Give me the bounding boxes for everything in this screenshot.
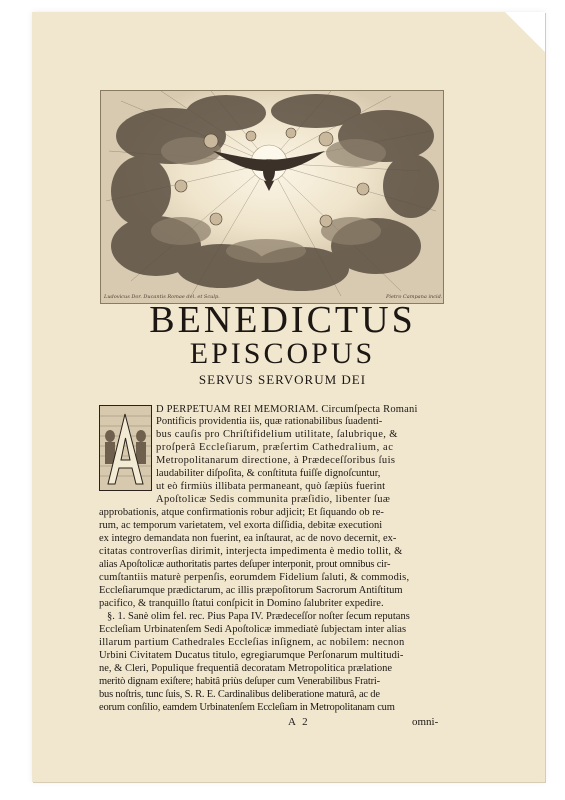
body-line: bus noſtris, tunc ſuis, S. R. E. Cardinalibus deliberatione maturâ, ac de [99, 689, 380, 700]
engraver-signature-left: Ludovicus Dor. Ducantis Romae del. et Sculp. [104, 294, 220, 300]
body-line: Metropolitanarum directione, à Prædeceſſoribus ſuis [156, 455, 396, 466]
signature-mark: A 2 [288, 716, 310, 728]
body-line: meritò dignam exiſtere; habitâ priùs deſuper cum Venerabilibus Fratri- [99, 676, 380, 687]
body-line: ut eò firmiùs illibata permaneant, quò ſæpiùs fuerint [156, 481, 386, 492]
body-line: laudabiliter diſpoſita, & conſtituta fuiſſe dignoſcuntur, [156, 468, 381, 479]
body-line: Pontificis providentia iis, quæ rationabilibus ſuadenti- [156, 416, 383, 427]
body-line: Urbini Civitatem Ducatus titulo, egregiarumque Perſonarum multitudi- [99, 650, 404, 661]
body-line: illarum partium Cathedrales Eccleſias inſignem, ac nobilem: necnon [99, 637, 405, 648]
body-line: pacifico, & tranquillo ſtatui conſpicit in Domino ſalubriter expedire. [99, 598, 384, 609]
body-line: citatas controverſias dirimit, interjecta impedimenta è medio tollit, & [99, 546, 403, 557]
catchword: omni- [412, 716, 439, 728]
body-line: proſperâ Eccleſiarum, præſertim Cathedralium, ac [156, 442, 394, 453]
body-line: Eccleſiam Urbinatenſem Sedi Apoſtolicæ immediatè ſubjectam inter alias [99, 624, 407, 635]
body-line: rum, ac temporum varietatem, vel exorta diſſidia, debitæ executioni [99, 520, 383, 531]
body-line: ex integro demandata non fuerint, ea inſtaurat, ac de novo decernit, ex- [99, 533, 397, 544]
title-episcopus: EPISCOPUS [189, 337, 376, 370]
body-line: §. 1. Sanè olim fel. rec. Pius Papa IV. Prædeceſſor noſter ſecum reputans [107, 611, 410, 622]
body-line: alias Apoſtolicæ authoritatis partes deſuper interponit, prout omnibus cir- [99, 559, 391, 570]
body-line: Eccleſiarumque prædictarum, ac illis præpoſitorum Sacrorum Antiſtitum [99, 585, 403, 596]
title-benedictus: BENEDICTUS [149, 299, 416, 341]
body-line: eorum conſilio, eamdem Urbinatenſem Eccleſiam in Metropolitanam cum [99, 702, 395, 713]
body-line: cumſtantiis maturè perpenſis, eorumdem Fidelium ſaluti, & commodis, [99, 572, 410, 583]
engraver-signature-right: Pietro Campana incid. [386, 294, 443, 300]
title-servus-servorum-dei: SERVUS SERVORUM DEI [198, 372, 367, 387]
body-line: approbationis, atque confirmationis robur adjicit; Et ſiquando ob re- [99, 507, 384, 518]
body-line: ne, & Cleri, Populique frequentiâ decoratam Metropolitica prælatione [99, 663, 393, 674]
body-line: D PERPETUAM REI MEMORIAM. Circumſpecta Romani [156, 404, 418, 415]
body-line: Apoſtolicæ Sedis communita præſidio, libenter ſuæ [156, 494, 391, 505]
body-line: bus cauſis pro Chriſtifidelium utilitate, ſalubrique, & [156, 429, 398, 440]
